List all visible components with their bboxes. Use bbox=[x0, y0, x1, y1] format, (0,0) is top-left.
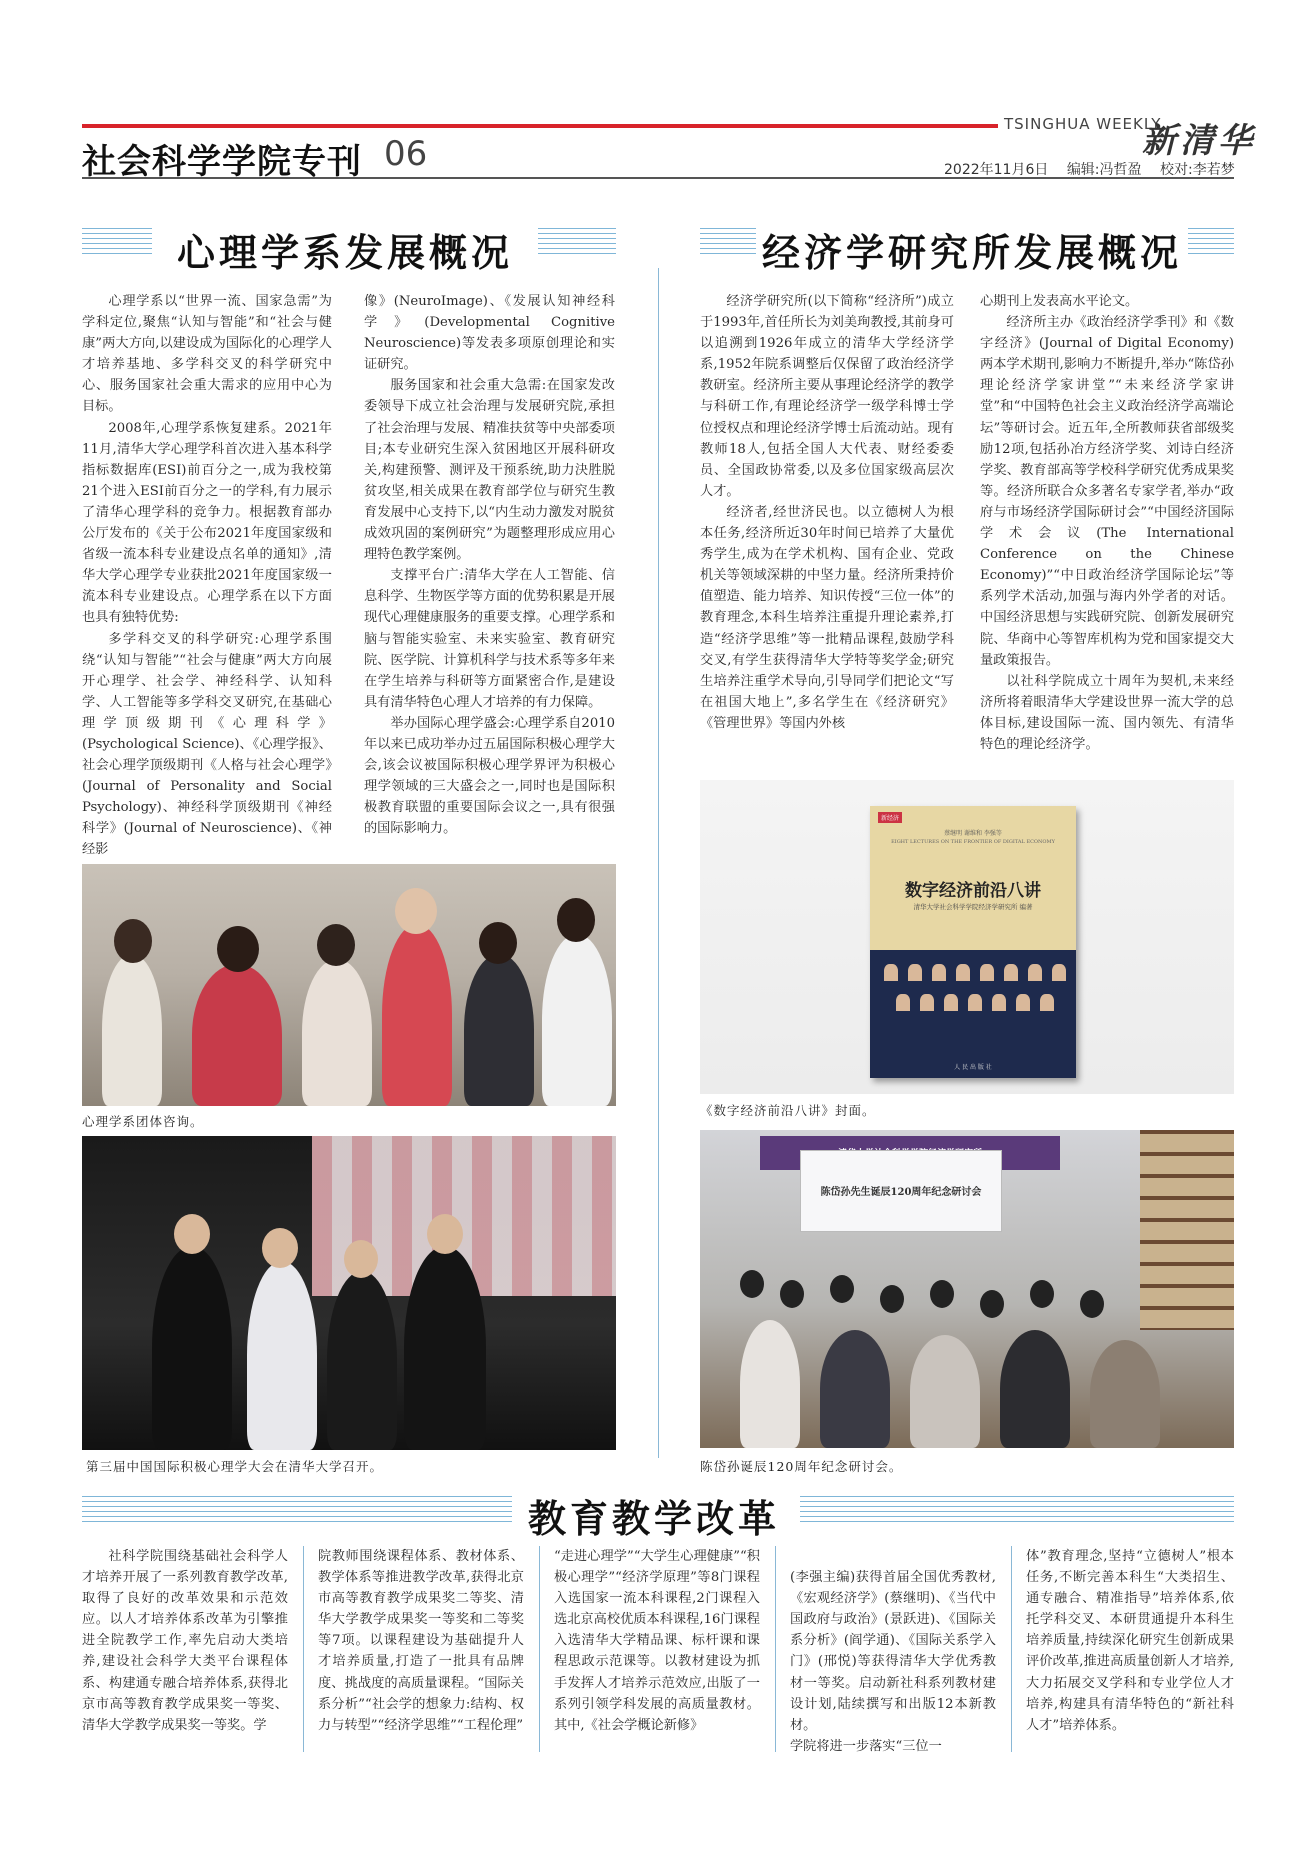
column-divider bbox=[539, 1546, 540, 1752]
economics-section-title: 经济学研究所发展概况 bbox=[762, 230, 1183, 275]
education-section-title: 教育教学改革 bbox=[527, 1496, 780, 1541]
special-issue-title: 社会科学学院专刊 bbox=[82, 142, 362, 182]
book-cover bbox=[870, 806, 1076, 1078]
economics-column-2 bbox=[980, 291, 1234, 781]
book-english-title: EIGHT LECTURES ON THE FRONTIER OF DIGITAL ECONOMY bbox=[891, 839, 1055, 845]
seminar-photo bbox=[700, 1130, 1234, 1448]
issue-meta bbox=[944, 159, 1249, 179]
book-cover-caption: 《数字经济前沿八讲》封面。 bbox=[700, 1103, 876, 1118]
education-column-4 bbox=[790, 1546, 996, 1756]
header-red-rule bbox=[82, 124, 998, 128]
economics-column-1 bbox=[700, 291, 954, 781]
book-publisher: 人 民 出 版 社 bbox=[954, 1064, 992, 1071]
paragraph: 服务国家和社会重大急需:在国家发改委领导下成立社会治理与发展研究院,承担了社会治理与发展、精准扶贫等中央部委项目;本专业研究生深入贫困地区开展科研攻关,构建预警、测评及干预系统,助力決胜脱贫攻坚,相关成果在教育部学位与研究生教育发展中心支持下,以“内生动力激发对脱贫成效巩固的案例研究”为题整理形成应用心理特色教学案例。 bbox=[364, 378, 615, 563]
column-divider bbox=[775, 1546, 776, 1752]
paragraph: 院教师围绕课程体系、教材体系、教学体系等推进教学改革,获得北京市高等教育教学成果奖二等奖、清华大学教学成果奖一等奖和二等奖等7项。以课程建设为基础提升人才培养质量,打造了一批具有品牌度、挑战度的高质量课程。“国际关系分析”“社会学的想象力:结构、权力与转型”“经济学思维”“工程伦理” bbox=[318, 1549, 524, 1733]
education-column-1 bbox=[82, 1546, 288, 1756]
group-counseling-caption: 心理学系团体咨询。 bbox=[82, 1114, 204, 1129]
group-counseling-photo bbox=[82, 864, 616, 1106]
paragraph: 经济者,经世济民也。以立德树人为根本任务,经济所近30年时间已培养了大量优秀学生,成为在学术机构、国有企业、党政机关等领域深耕的中坚力量。经济所秉持价值塑造、能力培养、知识传授“三位一体”的教育理念,本科生培养注重提升理论素养,打造“经济学思维”等一批精品课程,鼓励学科交叉,有学生获得清华大学特等奖学金;研究生培养注重学术导向,引导同学们把论文“写在祖国大地上”,多名学生在《经济研究》《管理世界》等国内外核 bbox=[700, 504, 954, 731]
projector-screen bbox=[800, 1150, 1002, 1232]
seminar-caption: 陈岱孙诞辰120周年纪念研讨会。 bbox=[700, 1459, 903, 1474]
paragraph: “走进心理学”“大学生心理健康”“积极心理学”“经济学原理”等8门课程入选国家一流本科课程,2门课程入选北京高校优质本科课程,16门课程入选清华大学精品课、标杆课和课程思政示范课等。以教材建设为抓手发挥人才培养示范效应,出版了一系列引领学科发展的高质量教材。其中,《社会学概论新修》 bbox=[554, 1549, 760, 1733]
weekly-label: TSINGHUA WEEKLY bbox=[1004, 115, 1162, 133]
positive-psychology-conference-photo bbox=[82, 1136, 616, 1450]
book-portrait-band bbox=[870, 950, 1076, 1078]
paragraph: 经济学研究所(以下简称“经济所”)成立于1993年,首任所长为刘美珣教授,其前身可以追溯到1926年成立的清华大学经济学系,1952年院系调整后仅保留了政治经济学教研室。经济所主要从事理论经济学的教学与科研工作,有理论经济学一级学科博士学位授权点和理论经济学博士后流动站。现有教师18人,包括全国人大代表、财经委委员、全国政协常委,以及多位国家级高层次人才。 bbox=[700, 294, 954, 499]
editor-credit: 编辑:冯哲盈 bbox=[1066, 162, 1142, 178]
book-authors: 蔡继明 谢维和 李强等 bbox=[944, 830, 1002, 837]
paragraph: 经济所主办《政治经济学季刊》和《数字经济》(Journal of Digital Economy)两本学术期刊,影响力不断提升,举办“陈岱孙理论经济学家讲堂”“未来经济学家讲堂”和“中国特色社会主义政治经济学高端论坛”等研讨会。近五年,全所教师获省部级奖励12项,包括孙冶方经济学奖、刘诗白经济学奖、教育部高等学校科学研究优秀成果奖等。经济所联合众多著名专家学者,举办“政府与市场经济学国际研讨会”“中国经济国际学术会议(The International Conference on the Chinese Economy)”“中日政治经济学国际论坛”等系列学术活动,加强与海内外学者的对话。中国经济思想与实践研究院、创新发展研究院、华商中心等智库机构为党和国家提交大量政策报告。 bbox=[980, 315, 1234, 668]
paragraph: 心期刊上发表高水平论文。 bbox=[980, 294, 1139, 309]
paragraph: 举办国际心理学盛会:心理学系自2010年以来已成功举办过五届国际积极心理学大会,该会议被国际积极心理学界评为积极心理学领域的三大盛会之一,同时也是国际积极教育联盟的重要国际会议之一,具有很强的国际影响力。 bbox=[364, 715, 615, 837]
psychology-section-title: 心理学系发展概况 bbox=[176, 230, 513, 275]
paragraph: 社科学院围绕基础社会科学人才培养开展了一系列教育教学改革,取得了良好的改革效果和示范效应。以人才培养体系改革为引擎推进全院教学工作,率先启动大类培养,建设社会科学大类平台课程体系、构建通专融合培养体系,获得北京市高等教育教学成果奖一等奖、清华大学教学成果奖一等奖。学 bbox=[82, 1549, 288, 1733]
column-divider bbox=[658, 268, 659, 1458]
proofreader-credit: 校对:李若梦 bbox=[1159, 162, 1235, 178]
title-stripes bbox=[538, 228, 616, 254]
paragraph: 支撑平台广:清华大学在人工智能、信息科学、生物医学等方面的优势积累是开展现代心理健康服务的重要支撑。心理学系和脑与智能实验室、未来实验室、教育研究院、医学院、计算机科学与技术系等多年来在学生培养与科研等方面紧密合作,是建设具有清华特色心理人才培养的有力保障。 bbox=[364, 568, 615, 710]
education-column-2 bbox=[318, 1546, 524, 1756]
issue-number: 06 bbox=[384, 134, 428, 174]
paragraph: 像》(NeuroImage)、《发展认知神经科学》(Developmental Cognitive Neuroscience)等发表多项原创理论和实证研究。 bbox=[364, 294, 615, 373]
education-column-3 bbox=[554, 1546, 760, 1756]
conference-caption: 第三届中国国际积极心理学大会在清华大学召开。 bbox=[86, 1459, 384, 1474]
paragraph: 心理学系以“世界一流、国家急需”为学科定位,聚焦“认知与智能”和“社会与健康”两大方向,以建设成为国际化的心理学人才培养基地、多学科交叉的科学研究中心、服务国家社会重大需求的应用中心为目标。 bbox=[82, 294, 332, 415]
issue-date: 2022年11月6日 bbox=[944, 162, 1049, 178]
book-series-tag: 新经济 bbox=[878, 812, 902, 823]
psychology-column-1 bbox=[82, 291, 332, 861]
book-subtitle: 清华大学社会科学学院经济学研究所 编著 bbox=[913, 903, 1033, 911]
education-column-5 bbox=[1026, 1546, 1234, 1756]
paragraph: 体”教育理念,坚持“立德树人”根本任务,不断完善本科生“大类招生、通专融合、精准指导”培养体系,依托学科交叉、本研贯通提升本科生培养质量,持续深化研究生创新成果评价改革,推进高质量创新人才培养,大力拓展交叉学科和专业学位人才培养,构建具有清华特色的“新社科人才”培养体系。 bbox=[1026, 1549, 1234, 1733]
masthead-logo: 新清华 bbox=[1142, 121, 1256, 161]
title-stripes bbox=[1188, 228, 1234, 254]
column-divider bbox=[1011, 1546, 1012, 1752]
seminar-screen-text: 陈岱孙先生诞辰120周年纪念研讨会 bbox=[820, 1187, 982, 1198]
paragraph: 以社科学院成立十周年为契机,未来经济所将着眼清华大学建设世界一流大学的总体目标,建设国际一流、国内领先、有清华特色的理论经济学。 bbox=[980, 673, 1234, 752]
paragraph: 2008年,心理学系恢复建系。2021年11月,清华大学心理学科首次进入基本科学指标数据库(ESI)前百分之一,成为我校第21个进入ESI前百分之一的学科,有力展示了清华心理学科的竞争力。根据教育部办公厅发布的《关于公布2021年度国家级和省级一流本科专业建设点名单的通知》,清华大学心理学专业获批2021年度国家级一流本科专业建设点。心理学系在以下方面也具有独特优势: bbox=[82, 420, 332, 626]
book-title: 数字经济前沿八讲 bbox=[905, 881, 1041, 901]
title-stripes bbox=[800, 1496, 1234, 1522]
paragraph: 多学科交叉的科学研究:心理学系围绕“认知与智能”“社会与健康”两大方向展开心理学、社会学、神经科学、认知科学、人工智能等多学科交叉研究,在基础心理学顶级期刊《心理科学》(Psychological Science)、《心理学报》、社会心理学顶级期刊《人格与社会心理学》(Journal of Personality and Social Psychology)、神经科学顶级期刊《神经科学》(Journal of Neuroscience)、《神经影 bbox=[82, 631, 332, 858]
title-stripes bbox=[82, 1496, 512, 1522]
psychology-column-2 bbox=[364, 291, 615, 861]
title-stripes bbox=[700, 228, 756, 254]
paragraph: (李强主编)获得首届全国优秀教材,《宏观经济学》(蔡继明)、《当代中国政府与政治》(景跃进)、《国际关系分析》(阎学通)、《国际关系学入门》(邢悦)等获得清华大学优秀教材一等奖。启动新社科系列教材建设计划,陆续撰写和出版12本新教材。 学院将进一步落实“三位一 bbox=[790, 1570, 996, 1754]
title-stripes bbox=[82, 228, 152, 254]
column-divider bbox=[303, 1546, 304, 1752]
